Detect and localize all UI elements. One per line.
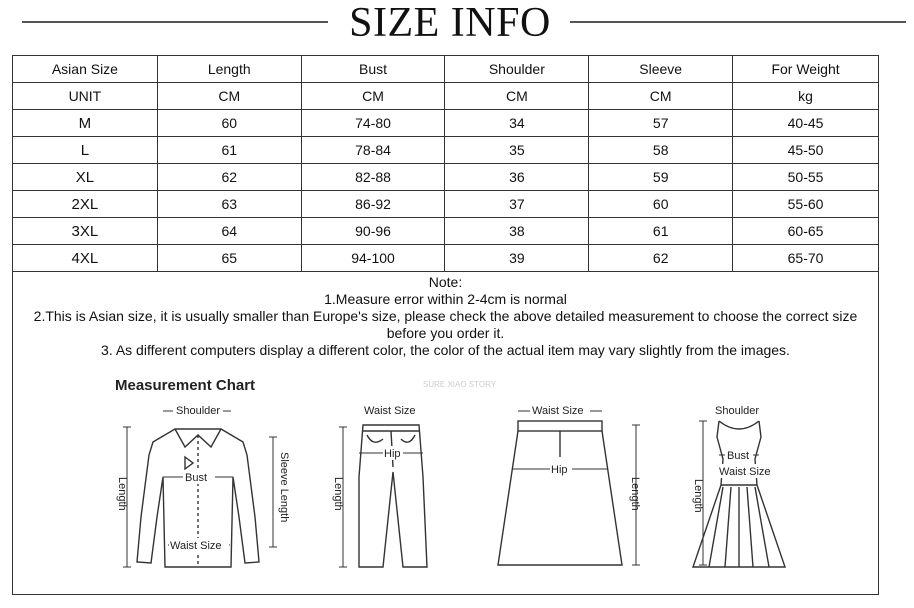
note-line: 2.This is Asian size, it is usually smaller than Europe's size, please check the above detailed measurement to choose the correct size before you order it. [33,308,858,341]
table-cell: 65 [157,245,301,272]
table-cell: 64 [157,218,301,245]
table-cell: 60-65 [733,218,879,245]
table-cell: 58 [589,137,733,164]
table-header-row [13,56,879,83]
header-rule-left [22,21,328,23]
unit-cell: CM [445,83,589,110]
table-row [13,218,879,245]
shirt-shoulder-label: Shoulder [176,405,221,417]
table-cell: 65-70 [733,245,879,272]
unit-cell: UNIT [13,83,158,110]
table-cell: 94-100 [301,245,445,272]
shirt-sleeve-label: Sleeve Length [278,452,290,523]
table-row [13,137,879,164]
table-cell: 45-50 [733,137,879,164]
skirt-waist-label: Waist Size [532,405,584,417]
table-cell: 39 [445,245,589,272]
table-cell: 59 [589,164,733,191]
unit-cell: CM [301,83,445,110]
shirt-length-label: Length [116,477,128,511]
table-cell: 74-80 [301,110,445,137]
table-unit-row [13,83,879,110]
table-cell: 60 [157,110,301,137]
table-cell: 36 [445,164,589,191]
table-cell: 90-96 [301,218,445,245]
table-cell: 62 [157,164,301,191]
size-cell: M [13,110,158,137]
header [0,0,914,48]
table-cell: 63 [157,191,301,218]
size-cell: XL [13,164,158,191]
column-header: Sleeve [589,56,733,83]
note-line: 3. As different computers display a different color, the color of the actual item may vary slightly from the images. [101,342,790,358]
table-row [13,191,879,218]
unit-cell: kg [733,83,879,110]
column-header: For Weight [733,56,879,83]
notes-heading: Note: [428,274,463,290]
table-cell: 37 [445,191,589,218]
table-cell: 50-55 [733,164,879,191]
page-title: SIZE INFO [349,0,551,46]
size-cell: 4XL [13,245,158,272]
table-cell: 55-60 [733,191,879,218]
table-row [13,245,879,272]
table-cell: 57 [589,110,733,137]
dress-illustration [693,421,785,567]
pants-hip-label: Hip [384,448,401,460]
size-cell: 3XL [13,218,158,245]
size-cell: L [13,137,158,164]
unit-cell: CM [157,83,301,110]
unit-cell: CM [589,83,733,110]
header-rule-right [570,21,906,23]
column-header: Bust [301,56,445,83]
dress-bust-label: Bust [727,450,750,462]
size-table [12,55,879,272]
table-cell: 61 [589,218,733,245]
table-cell: 62 [589,245,733,272]
notes-box [12,271,879,595]
table-cell: 82-88 [301,164,445,191]
table-cell: 78-84 [301,137,445,164]
column-header: Shoulder [445,56,589,83]
table-row [13,164,879,191]
table-cell: 60 [589,191,733,218]
pants-figure [323,397,443,577]
skirt-illustration [498,421,622,565]
notes-text [13,272,878,359]
shirt-waist-label: Waist Size [170,540,222,552]
table-cell: 34 [445,110,589,137]
table-cell: 40-45 [733,110,879,137]
measurement-chart [113,377,813,587]
note-line: 1.Measure error within 2-4cm is normal [324,291,567,307]
dress-length-label: Length [692,479,704,513]
table-cell: 35 [445,137,589,164]
table-cell: 61 [157,137,301,164]
pants-length-label: Length [332,477,344,511]
chart-title: Measurement Chart [115,377,256,394]
table-row [13,110,879,137]
dress-figure [673,397,793,577]
column-header: Asian Size [13,56,158,83]
table-cell: 86-92 [301,191,445,218]
pants-waist-label: Waist Size [364,405,416,417]
skirt-figure [488,397,648,577]
dress-shoulder-label: Shoulder [715,405,760,417]
column-header: Length [157,56,301,83]
dress-waist-label: Waist Size [719,466,771,478]
skirt-length-label: Length [629,477,641,511]
shirt-figure [113,397,293,577]
skirt-hip-label: Hip [551,464,568,476]
size-cell: 2XL [13,191,158,218]
watermark: SURE XIAO STORY [423,380,497,389]
shirt-bust-label: Bust [185,472,208,484]
table-cell: 38 [445,218,589,245]
